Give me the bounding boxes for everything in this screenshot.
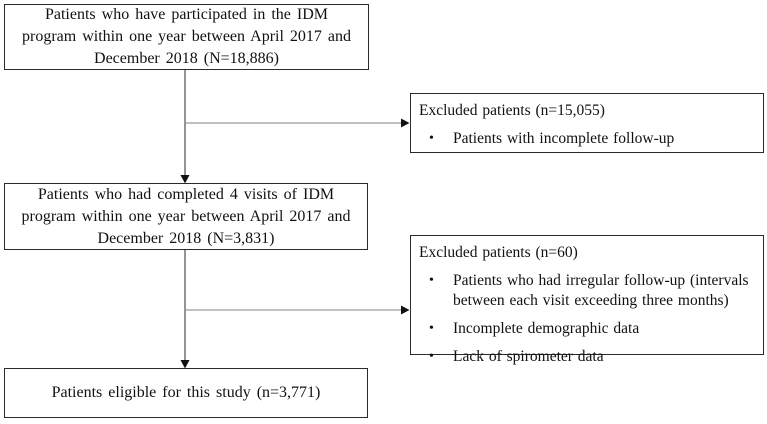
bullet-icon: • <box>429 349 434 364</box>
bullet-icon: • <box>429 273 434 288</box>
arrowhead-branch-excluded1 <box>401 119 410 128</box>
excluded-box-2-bullet-item <box>419 347 753 367</box>
excluded-box-1 <box>410 93 764 153</box>
excluded-box-1-title: Excluded patients (n=15,055) <box>419 102 605 119</box>
eligible-box <box>4 368 368 418</box>
eligible-box-text: Patients eligible for this study (n=3,771) <box>51 384 321 401</box>
enrollment-box-text: Patients who have participated in the IDM program within one year between April 2017 and December 2018 (N=18,886) <box>21 6 352 67</box>
enrollment-box <box>4 4 369 70</box>
bullet-icon: • <box>429 131 434 146</box>
excluded-box-1-bullet-text: Patients with incomplete follow-up <box>453 130 675 147</box>
excluded-box-2 <box>410 235 764 365</box>
excluded-box-2-bullet-text: Patients who had irregular follow-up (intervals between each visit exceeding three months) <box>453 272 749 309</box>
excluded-box-1-bullet-item <box>419 129 753 149</box>
excluded-box-2-bullet-item <box>419 319 753 339</box>
excluded-box-2-bullet-text: Lack of spirometer data <box>453 348 604 365</box>
excluded-box-2-bullet-item <box>419 271 753 311</box>
bullet-icon: • <box>429 321 434 336</box>
completed-visits-box <box>4 183 368 250</box>
completed-visits-box-text: Patients who had completed 4 visits of IDM program within one year between April 2017 and December 2018 (N=3,831) <box>21 185 351 247</box>
arrowhead-branch-excluded2 <box>401 306 410 315</box>
excluded-box-2-bullet-text: Incomplete demographic data <box>453 320 640 337</box>
excluded-box-2-title: Excluded patients (n=60) <box>419 244 578 261</box>
